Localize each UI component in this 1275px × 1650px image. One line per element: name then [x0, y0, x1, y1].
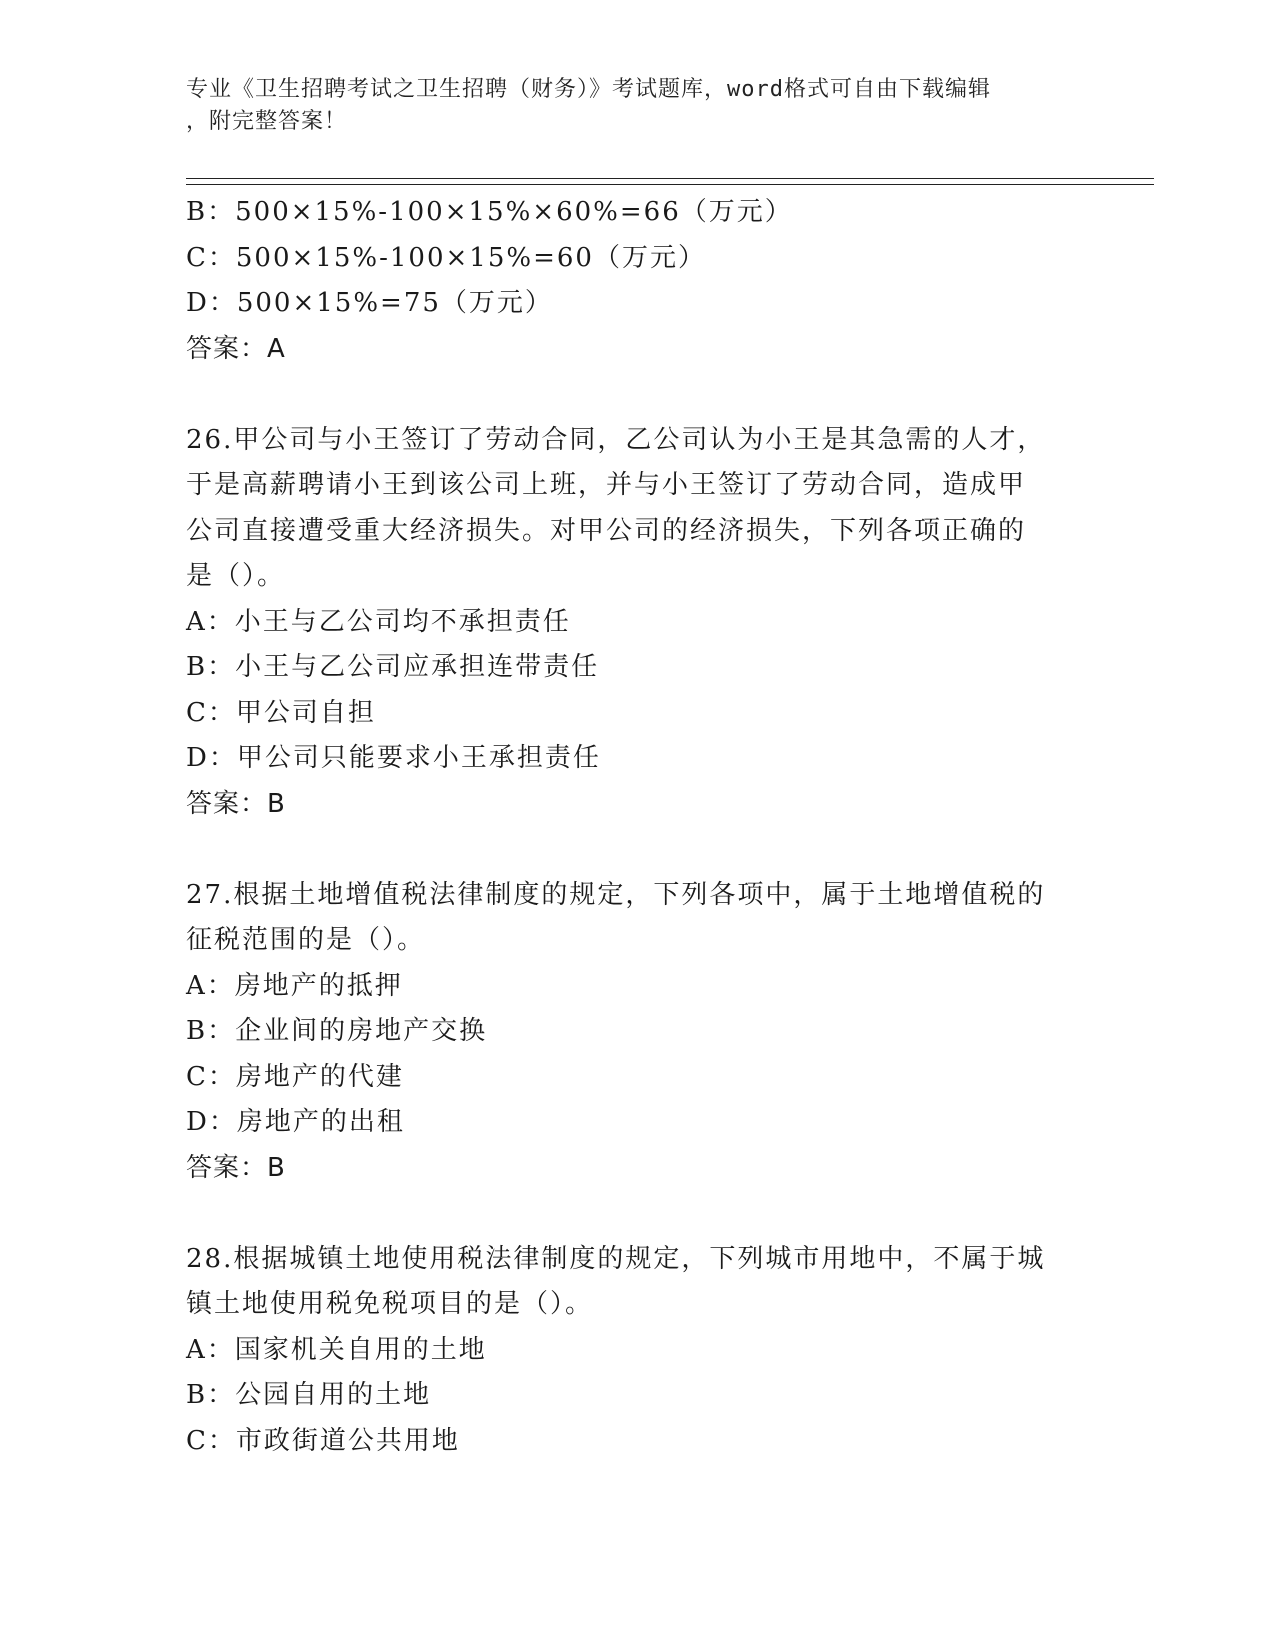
spacer: [186, 372, 1126, 418]
option-line: A：房地产的抵押: [186, 970, 403, 1001]
document-header: [186, 74, 1086, 138]
answer-line: 答案：B: [186, 1152, 286, 1183]
option-line: A：小王与乙公司均不承担责任: [186, 606, 571, 637]
question-block-26: [186, 418, 1126, 828]
question-block-27: [186, 873, 1126, 1192]
question-stem: 27.根据土地增值税法律制度的规定，下列各项中，属于土地增值税的: [186, 879, 1046, 910]
option-line: D：房地产的出租: [186, 1107, 405, 1137]
option-line: D：甲公司只能要求小王承担责任: [186, 743, 601, 773]
question-stem: 于是高薪聘请小王到该公司上班，并与小王签订了劳动合同，造成甲: [186, 470, 1027, 500]
header-line: 专业《卫生招聘考试之卫生招聘（财务）》考试题库，word格式可自由下载编辑: [186, 77, 991, 102]
question-stem: 征税范围的是（）。: [186, 925, 426, 955]
question-stem: 26.甲公司与小王签订了劳动合同，乙公司认为小王是其急需的人才，: [186, 424, 1046, 455]
question-stem: 28.根据城镇土地使用税法律制度的规定，下列城市用地中，不属于城: [186, 1243, 1046, 1274]
header-line: ，附完整答案！: [186, 109, 348, 134]
question-stem: 镇土地使用税免税项目的是（）。: [186, 1289, 594, 1319]
question-block-28: [186, 1237, 1126, 1465]
document-body: [186, 190, 1126, 1464]
option-line: D：500×15%=75（万元）: [186, 288, 553, 318]
option-line: A：国家机关自用的土地: [186, 1334, 487, 1365]
option-line: B：企业间的房地产交换: [186, 1016, 488, 1046]
question-block-25: [186, 190, 1126, 372]
option-line: C：房地产的代建: [186, 1061, 404, 1092]
option-line: B：公园自用的土地: [186, 1380, 432, 1410]
option-line: C：甲公司自担: [186, 697, 376, 728]
option-line: C：市政街道公共用地: [186, 1425, 460, 1456]
option-line: B：500×15%-100×15%×60%=66（万元）: [186, 197, 793, 227]
spacer: [186, 827, 1126, 873]
question-stem: 是（）。: [186, 561, 286, 591]
option-line: C：500×15%-100×15%=60（万元）: [186, 242, 706, 273]
answer-line: 答案：B: [186, 788, 286, 819]
question-stem: 公司直接遭受重大经济损失。对甲公司的经济损失，下列各项正确的: [186, 515, 1027, 546]
option-line: B：小王与乙公司应承担连带责任: [186, 652, 600, 682]
answer-line: 答案：A: [186, 333, 286, 364]
spacer: [186, 1191, 1126, 1237]
header-divider: [186, 184, 1154, 185]
header-divider: [186, 178, 1154, 179]
